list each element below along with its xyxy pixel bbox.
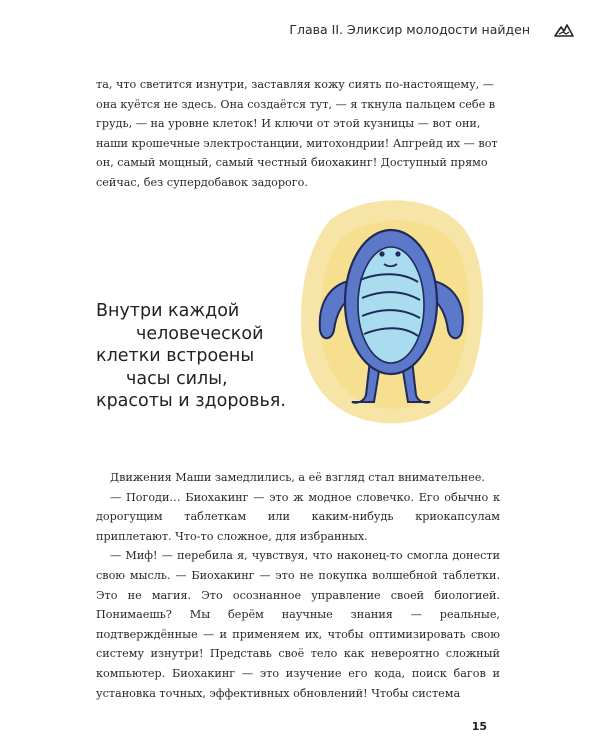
bottom-text-block [96,468,500,703]
running-head: Глава II. Эликсир молодости найден [289,22,530,37]
quote-line: часы силы, [126,368,228,389]
quote-line: Внутри каждой [96,301,240,321]
paragraph: Движения Маши замедлились, а её взгляд стал внимательнее. [110,471,485,484]
mitochondria-character-illustration [290,190,490,435]
top-paragraph: та, что светится изнутри, заставляя кожу сиять по-настоящему, — она куётся не здесь. Она создаётся тут, — я ткнула пальцем себе в грудь, — на уровне клеток! И ключи от этой кузницы — вот они, наши крошечные электростанции, митохондрии! Апгрейд их — вот он, самый мощный, самый честный биохакинг! Доступный прямо сейчас, без супердобавок задорого. [96,78,498,189]
top-text-block [96,75,500,193]
left-eye [379,251,384,256]
quote-line: человеческой [136,323,264,344]
paragraph: — Миф! — перебила я, чувствуя, что наконец-то смогла донести свою мысль. — Биохакинг — это не покупка волшебной таблетки. Это не магия. Это осознанное управление своей биологией. Понимаешь? Мы берём научные знания — реальные, подтверждённые — и применяем их, чтобы оптимизировать свою систему изнутри! Представь своё тело как невероятно сложный компьютер. Биохакинг — это изучение его кода, поиск багов и установка точных, эффективных обновлений! Чтобы система [96,549,500,700]
mountain-logo-icon [554,22,574,36]
right-eye [395,251,400,256]
paragraph: — Погоди… Биохакинг — это ж модное словечко. Его обычно к дорогущим таблеткам или каким-нибудь криокапсулам приплетают. Что-то сложное, для избранных. [96,490,500,543]
page-number: 15 [471,720,487,733]
quote-line: клетки встроены [96,346,255,367]
quote-line: красоты и здоровья. [96,391,286,412]
pull-quote [96,300,286,413]
